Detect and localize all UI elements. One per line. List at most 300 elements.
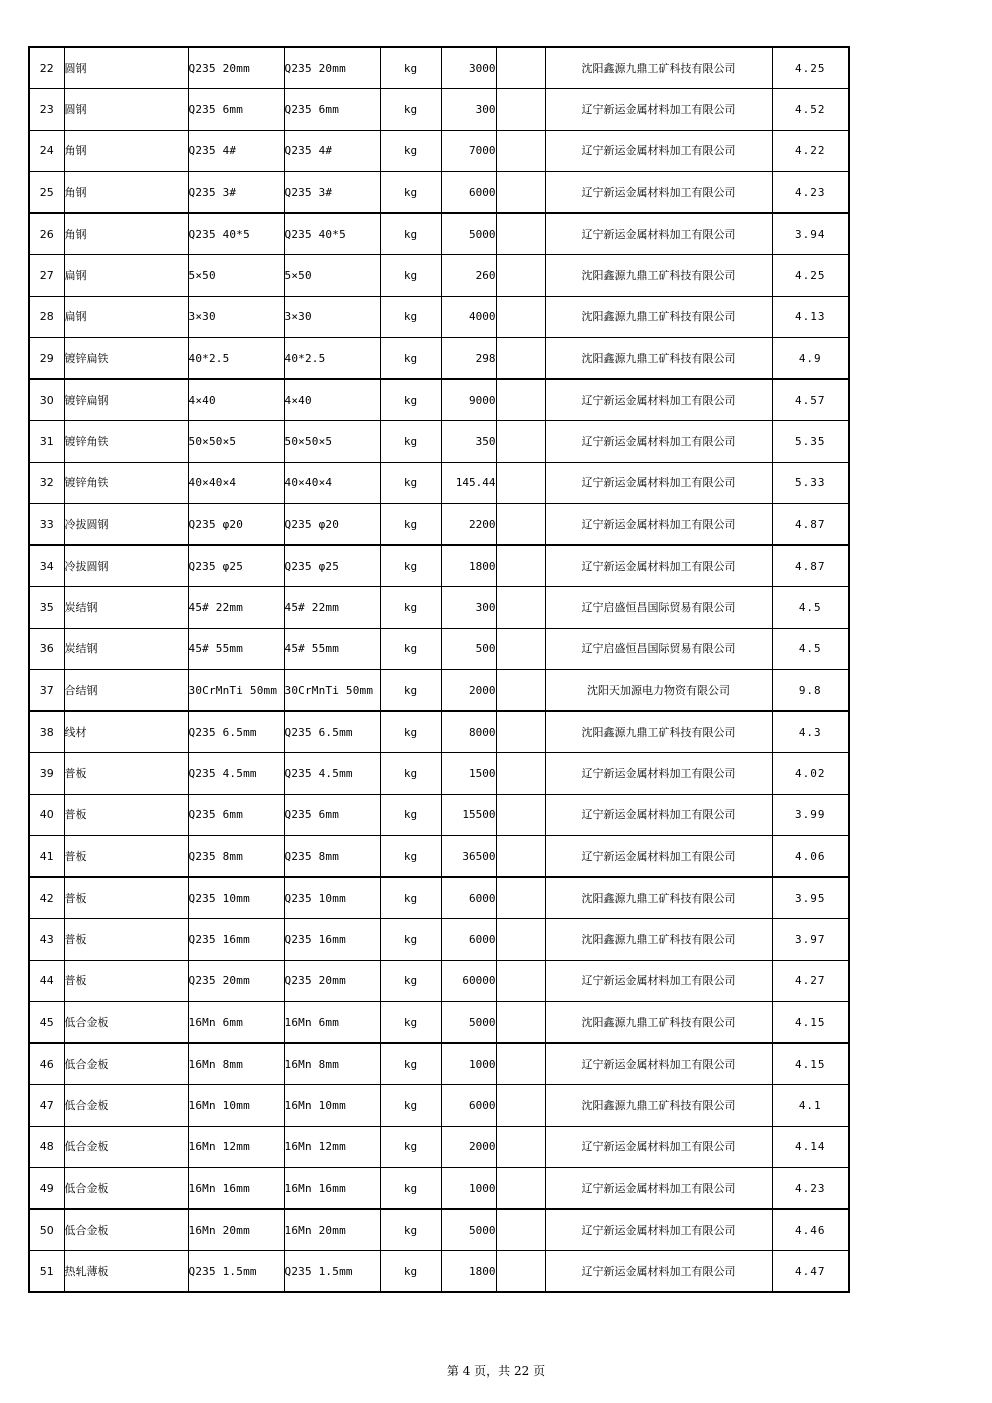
quantity-cell: 298 (441, 338, 496, 380)
spec-cell: Q235 40*5 (188, 213, 284, 255)
model-cell: 16Mn 16mm (284, 1168, 380, 1210)
unit-price-cell: 4.27 (772, 960, 849, 1002)
model-cell: 16Mn 6mm (284, 1002, 380, 1044)
table-row (29, 587, 849, 629)
quantity-cell: 300 (441, 587, 496, 629)
quantity-cell: 9000 (441, 379, 496, 421)
row-number-cell: 45 (29, 1002, 64, 1044)
unit-cell: kg (380, 836, 441, 878)
empty-cell (496, 504, 545, 546)
page-footer: 第 4 页，共 22 页 (446, 1364, 546, 1378)
empty-cell (496, 1126, 545, 1168)
material-name-cell: 镀锌扁铁 (64, 338, 188, 380)
row-number-cell: 25 (29, 172, 64, 214)
table-body (29, 47, 849, 1292)
unit-cell: kg (380, 130, 441, 172)
empty-cell (496, 960, 545, 1002)
unit-price-cell: 4.23 (772, 172, 849, 214)
supplier-cell: 辽宁新运金属材料加工有限公司 (545, 836, 772, 878)
empty-cell (496, 1209, 545, 1251)
quantity-cell: 1800 (441, 545, 496, 587)
empty-cell (496, 877, 545, 919)
empty-cell (496, 670, 545, 712)
spec-cell: 50×50×5 (188, 421, 284, 463)
model-cell: Q235 40*5 (284, 213, 380, 255)
unit-price-cell: 3.94 (772, 213, 849, 255)
supplier-cell: 沈阳鑫源九鼎工矿科技有限公司 (545, 919, 772, 961)
material-name-cell: 低合金板 (64, 1002, 188, 1044)
quantity-cell: 500 (441, 628, 496, 670)
unit-cell: kg (380, 462, 441, 504)
unit-cell: kg (380, 1085, 441, 1127)
quantity-cell: 8000 (441, 711, 496, 753)
unit-cell: kg (380, 47, 441, 89)
table-row (29, 504, 849, 546)
quantity-cell: 260 (441, 255, 496, 297)
unit-price-cell: 4.25 (772, 255, 849, 297)
unit-cell: kg (380, 711, 441, 753)
material-name-cell: 角钢 (64, 213, 188, 255)
supplier-cell: 辽宁新运金属材料加工有限公司 (545, 1126, 772, 1168)
supplier-cell: 辽宁新运金属材料加工有限公司 (545, 130, 772, 172)
unit-cell: kg (380, 1002, 441, 1044)
model-cell: 16Mn 20mm (284, 1209, 380, 1251)
empty-cell (496, 794, 545, 836)
unit-cell: kg (380, 296, 441, 338)
quantity-cell: 300 (441, 89, 496, 131)
materials-table (28, 46, 850, 1293)
unit-cell: kg (380, 1043, 441, 1085)
quantity-cell: 15500 (441, 794, 496, 836)
unit-cell: kg (380, 1168, 441, 1210)
quantity-cell: 6000 (441, 1085, 496, 1127)
model-cell: 45# 55mm (284, 628, 380, 670)
unit-cell: kg (380, 1126, 441, 1168)
material-name-cell: 低合金板 (64, 1085, 188, 1127)
unit-price-cell: 4.1 (772, 1085, 849, 1127)
empty-cell (496, 255, 545, 297)
unit-cell: kg (380, 504, 441, 546)
table-row (29, 172, 849, 214)
supplier-cell: 辽宁新运金属材料加工有限公司 (545, 960, 772, 1002)
table-row (29, 462, 849, 504)
empty-cell (496, 1085, 545, 1127)
material-name-cell: 普板 (64, 836, 188, 878)
row-number-cell: 42 (29, 877, 64, 919)
table-row (29, 379, 849, 421)
spec-cell: 45# 22mm (188, 587, 284, 629)
row-number-cell: 38 (29, 711, 64, 753)
table-row (29, 545, 849, 587)
material-name-cell: 镀锌扁钢 (64, 379, 188, 421)
quantity-cell: 1500 (441, 753, 496, 795)
supplier-cell: 沈阳鑫源九鼎工矿科技有限公司 (545, 1085, 772, 1127)
unit-cell: kg (380, 172, 441, 214)
unit-price-cell: 4.52 (772, 89, 849, 131)
supplier-cell: 辽宁新运金属材料加工有限公司 (545, 379, 772, 421)
quantity-cell: 5000 (441, 1002, 496, 1044)
unit-price-cell: 4.9 (772, 338, 849, 380)
quantity-cell: 4000 (441, 296, 496, 338)
unit-price-cell: 4.5 (772, 628, 849, 670)
row-number-cell: 30 (29, 379, 64, 421)
unit-price-cell: 4.15 (772, 1002, 849, 1044)
unit-price-cell: 5.35 (772, 421, 849, 463)
unit-price-cell: 4.5 (772, 587, 849, 629)
table-row (29, 919, 849, 961)
row-number-cell: 31 (29, 421, 64, 463)
model-cell: Q235 6mm (284, 89, 380, 131)
spec-cell: 30CrMnTi 50mm (188, 670, 284, 712)
unit-price-cell: 4.25 (772, 47, 849, 89)
empty-cell (496, 836, 545, 878)
model-cell: Q235 φ25 (284, 545, 380, 587)
material-name-cell: 普板 (64, 919, 188, 961)
spec-cell: Q235 6.5mm (188, 711, 284, 753)
material-name-cell: 圆钢 (64, 47, 188, 89)
quantity-cell: 6000 (441, 877, 496, 919)
row-number-cell: 37 (29, 670, 64, 712)
unit-price-cell: 4.57 (772, 379, 849, 421)
empty-cell (496, 172, 545, 214)
empty-cell (496, 379, 545, 421)
spec-cell: 16Mn 10mm (188, 1085, 284, 1127)
model-cell: 16Mn 8mm (284, 1043, 380, 1085)
model-cell: 45# 22mm (284, 587, 380, 629)
empty-cell (496, 421, 545, 463)
row-number-cell: 47 (29, 1085, 64, 1127)
table-row (29, 1043, 849, 1085)
model-cell: 16Mn 12mm (284, 1126, 380, 1168)
model-cell: 4×40 (284, 379, 380, 421)
empty-cell (496, 545, 545, 587)
quantity-cell: 60000 (441, 960, 496, 1002)
model-cell: Q235 10mm (284, 877, 380, 919)
supplier-cell: 辽宁启盛恒昌国际贸易有限公司 (545, 587, 772, 629)
table-row (29, 836, 849, 878)
material-name-cell: 角钢 (64, 130, 188, 172)
row-number-cell: 50 (29, 1209, 64, 1251)
empty-cell (496, 338, 545, 380)
table-row (29, 1168, 849, 1210)
quantity-cell: 2000 (441, 1126, 496, 1168)
spec-cell: 16Mn 8mm (188, 1043, 284, 1085)
row-number-cell: 22 (29, 47, 64, 89)
material-name-cell: 扁钢 (64, 255, 188, 297)
material-name-cell: 低合金板 (64, 1126, 188, 1168)
table-row (29, 753, 849, 795)
table-row (29, 877, 849, 919)
empty-cell (496, 1251, 545, 1293)
spec-cell: Q235 10mm (188, 877, 284, 919)
model-cell: 40*2.5 (284, 338, 380, 380)
empty-cell (496, 213, 545, 255)
row-number-cell: 35 (29, 587, 64, 629)
unit-price-cell: 4.15 (772, 1043, 849, 1085)
supplier-cell: 沈阳天加源电力物资有限公司 (545, 670, 772, 712)
unit-cell: kg (380, 545, 441, 587)
supplier-cell: 辽宁新运金属材料加工有限公司 (545, 462, 772, 504)
unit-price-cell: 5.33 (772, 462, 849, 504)
model-cell: 50×50×5 (284, 421, 380, 463)
table-row (29, 421, 849, 463)
row-number-cell: 44 (29, 960, 64, 1002)
unit-price-cell: 3.97 (772, 919, 849, 961)
unit-cell: kg (380, 794, 441, 836)
quantity-cell: 5000 (441, 213, 496, 255)
unit-cell: kg (380, 338, 441, 380)
row-number-cell: 26 (29, 213, 64, 255)
supplier-cell: 辽宁新运金属材料加工有限公司 (545, 172, 772, 214)
material-name-cell: 低合金板 (64, 1043, 188, 1085)
supplier-cell: 沈阳鑫源九鼎工矿科技有限公司 (545, 1002, 772, 1044)
model-cell: Q235 4.5mm (284, 753, 380, 795)
supplier-cell: 沈阳鑫源九鼎工矿科技有限公司 (545, 296, 772, 338)
unit-cell: kg (380, 379, 441, 421)
table-row (29, 1002, 849, 1044)
empty-cell (496, 1043, 545, 1085)
model-cell: Q235 8mm (284, 836, 380, 878)
supplier-cell: 辽宁新运金属材料加工有限公司 (545, 89, 772, 131)
table-row (29, 89, 849, 131)
empty-cell (496, 1002, 545, 1044)
unit-cell: kg (380, 1251, 441, 1293)
table-row (29, 794, 849, 836)
empty-cell (496, 89, 545, 131)
spec-cell: Q235 4# (188, 130, 284, 172)
row-number-cell: 40 (29, 794, 64, 836)
row-number-cell: 46 (29, 1043, 64, 1085)
empty-cell (496, 587, 545, 629)
row-number-cell: 23 (29, 89, 64, 131)
material-name-cell: 合结钢 (64, 670, 188, 712)
spec-cell: 40*2.5 (188, 338, 284, 380)
unit-price-cell: 4.87 (772, 504, 849, 546)
unit-price-cell: 4.46 (772, 1209, 849, 1251)
unit-cell: kg (380, 670, 441, 712)
row-number-cell: 33 (29, 504, 64, 546)
row-number-cell: 27 (29, 255, 64, 297)
empty-cell (496, 628, 545, 670)
spec-cell: Q235 8mm (188, 836, 284, 878)
table-row (29, 213, 849, 255)
unit-price-cell: 4.87 (772, 545, 849, 587)
quantity-cell: 6000 (441, 172, 496, 214)
material-name-cell: 线材 (64, 711, 188, 753)
material-name-cell: 普板 (64, 960, 188, 1002)
unit-cell: kg (380, 89, 441, 131)
spec-cell: 3×30 (188, 296, 284, 338)
supplier-cell: 辽宁新运金属材料加工有限公司 (545, 504, 772, 546)
material-name-cell: 低合金板 (64, 1168, 188, 1210)
row-number-cell: 29 (29, 338, 64, 380)
spec-cell: Q235 3# (188, 172, 284, 214)
table-row (29, 1126, 849, 1168)
model-cell: 40×40×4 (284, 462, 380, 504)
quantity-cell: 2200 (441, 504, 496, 546)
unit-cell: kg (380, 753, 441, 795)
spec-cell: 4×40 (188, 379, 284, 421)
row-number-cell: 43 (29, 919, 64, 961)
table-row (29, 338, 849, 380)
spec-cell: Q235 16mm (188, 919, 284, 961)
quantity-cell: 36500 (441, 836, 496, 878)
unit-price-cell: 4.3 (772, 711, 849, 753)
empty-cell (496, 919, 545, 961)
unit-cell: kg (380, 1209, 441, 1251)
unit-cell: kg (380, 919, 441, 961)
material-name-cell: 冷拔圆钢 (64, 545, 188, 587)
row-number-cell: 36 (29, 628, 64, 670)
table-row (29, 1251, 849, 1293)
table-row (29, 670, 849, 712)
supplier-cell: 沈阳鑫源九鼎工矿科技有限公司 (545, 338, 772, 380)
material-name-cell: 普板 (64, 877, 188, 919)
model-cell: Q235 16mm (284, 919, 380, 961)
table-row (29, 711, 849, 753)
quantity-cell: 1000 (441, 1043, 496, 1085)
supplier-cell: 辽宁新运金属材料加工有限公司 (545, 421, 772, 463)
unit-price-cell: 3.95 (772, 877, 849, 919)
model-cell: Q235 φ20 (284, 504, 380, 546)
table-row (29, 130, 849, 172)
model-cell: 16Mn 10mm (284, 1085, 380, 1127)
unit-cell: kg (380, 213, 441, 255)
unit-cell: kg (380, 421, 441, 463)
unit-price-cell: 4.02 (772, 753, 849, 795)
spec-cell: 5×50 (188, 255, 284, 297)
quantity-cell: 350 (441, 421, 496, 463)
spec-cell: Q235 20mm (188, 47, 284, 89)
row-number-cell: 28 (29, 296, 64, 338)
unit-cell: kg (380, 587, 441, 629)
supplier-cell: 辽宁新运金属材料加工有限公司 (545, 213, 772, 255)
spec-cell: 16Mn 6mm (188, 1002, 284, 1044)
material-name-cell: 普板 (64, 753, 188, 795)
supplier-cell: 辽宁新运金属材料加工有限公司 (545, 1168, 772, 1210)
spec-cell: Q235 6mm (188, 794, 284, 836)
spec-cell: Q235 20mm (188, 960, 284, 1002)
unit-price-cell: 4.22 (772, 130, 849, 172)
material-name-cell: 角钢 (64, 172, 188, 214)
row-number-cell: 49 (29, 1168, 64, 1210)
material-name-cell: 普板 (64, 794, 188, 836)
supplier-cell: 沈阳鑫源九鼎工矿科技有限公司 (545, 877, 772, 919)
unit-price-cell: 4.06 (772, 836, 849, 878)
table-row (29, 296, 849, 338)
quantity-cell: 1000 (441, 1168, 496, 1210)
model-cell: Q235 6.5mm (284, 711, 380, 753)
empty-cell (496, 462, 545, 504)
supplier-cell: 辽宁新运金属材料加工有限公司 (545, 1251, 772, 1293)
quantity-cell: 1800 (441, 1251, 496, 1293)
unit-price-cell: 3.99 (772, 794, 849, 836)
material-name-cell: 冷拔圆钢 (64, 504, 188, 546)
row-number-cell: 51 (29, 1251, 64, 1293)
supplier-cell: 沈阳鑫源九鼎工矿科技有限公司 (545, 711, 772, 753)
model-cell: Q235 6mm (284, 794, 380, 836)
spec-cell: 16Mn 16mm (188, 1168, 284, 1210)
material-name-cell: 圆钢 (64, 89, 188, 131)
supplier-cell: 辽宁新运金属材料加工有限公司 (545, 1043, 772, 1085)
material-name-cell: 镀锌角铁 (64, 462, 188, 504)
spec-cell: 40×40×4 (188, 462, 284, 504)
spec-cell: 16Mn 12mm (188, 1126, 284, 1168)
table-row (29, 960, 849, 1002)
empty-cell (496, 711, 545, 753)
quantity-cell: 5000 (441, 1209, 496, 1251)
empty-cell (496, 47, 545, 89)
table-row (29, 1209, 849, 1251)
spec-cell: Q235 6mm (188, 89, 284, 131)
table-row (29, 1085, 849, 1127)
model-cell: 5×50 (284, 255, 380, 297)
empty-cell (496, 753, 545, 795)
empty-cell (496, 130, 545, 172)
quantity-cell: 3000 (441, 47, 496, 89)
model-cell: Q235 1.5mm (284, 1251, 380, 1293)
supplier-cell: 辽宁新运金属材料加工有限公司 (545, 794, 772, 836)
model-cell: 30CrMnTi 50mm (284, 670, 380, 712)
row-number-cell: 32 (29, 462, 64, 504)
table-row (29, 255, 849, 297)
unit-price-cell: 4.23 (772, 1168, 849, 1210)
quantity-cell: 7000 (441, 130, 496, 172)
quantity-cell: 145.44 (441, 462, 496, 504)
table-row (29, 47, 849, 89)
unit-cell: kg (380, 960, 441, 1002)
model-cell: Q235 3# (284, 172, 380, 214)
unit-cell: kg (380, 255, 441, 297)
row-number-cell: 34 (29, 545, 64, 587)
quantity-cell: 2000 (441, 670, 496, 712)
row-number-cell: 48 (29, 1126, 64, 1168)
supplier-cell: 辽宁新运金属材料加工有限公司 (545, 1209, 772, 1251)
unit-price-cell: 4.13 (772, 296, 849, 338)
spec-cell: Q235 φ25 (188, 545, 284, 587)
row-number-cell: 41 (29, 836, 64, 878)
row-number-cell: 39 (29, 753, 64, 795)
material-name-cell: 热轧薄板 (64, 1251, 188, 1293)
empty-cell (496, 296, 545, 338)
supplier-cell: 沈阳鑫源九鼎工矿科技有限公司 (545, 255, 772, 297)
unit-cell: kg (380, 877, 441, 919)
supplier-cell: 辽宁新运金属材料加工有限公司 (545, 753, 772, 795)
unit-price-cell: 9.8 (772, 670, 849, 712)
spec-cell: Q235 1.5mm (188, 1251, 284, 1293)
spec-cell: Q235 4.5mm (188, 753, 284, 795)
material-name-cell: 低合金板 (64, 1209, 188, 1251)
material-name-cell: 镀锌角铁 (64, 421, 188, 463)
model-cell: Q235 4# (284, 130, 380, 172)
unit-cell: kg (380, 628, 441, 670)
material-name-cell: 扁钢 (64, 296, 188, 338)
empty-cell (496, 1168, 545, 1210)
model-cell: Q235 20mm (284, 47, 380, 89)
model-cell: Q235 20mm (284, 960, 380, 1002)
model-cell: 3×30 (284, 296, 380, 338)
quantity-cell: 6000 (441, 919, 496, 961)
supplier-cell: 辽宁新运金属材料加工有限公司 (545, 545, 772, 587)
material-name-cell: 炭结钢 (64, 628, 188, 670)
supplier-cell: 辽宁启盛恒昌国际贸易有限公司 (545, 628, 772, 670)
spec-cell: 16Mn 20mm (188, 1209, 284, 1251)
spec-cell: 45# 55mm (188, 628, 284, 670)
unit-price-cell: 4.47 (772, 1251, 849, 1293)
row-number-cell: 24 (29, 130, 64, 172)
table-row (29, 628, 849, 670)
spec-cell: Q235 φ20 (188, 504, 284, 546)
